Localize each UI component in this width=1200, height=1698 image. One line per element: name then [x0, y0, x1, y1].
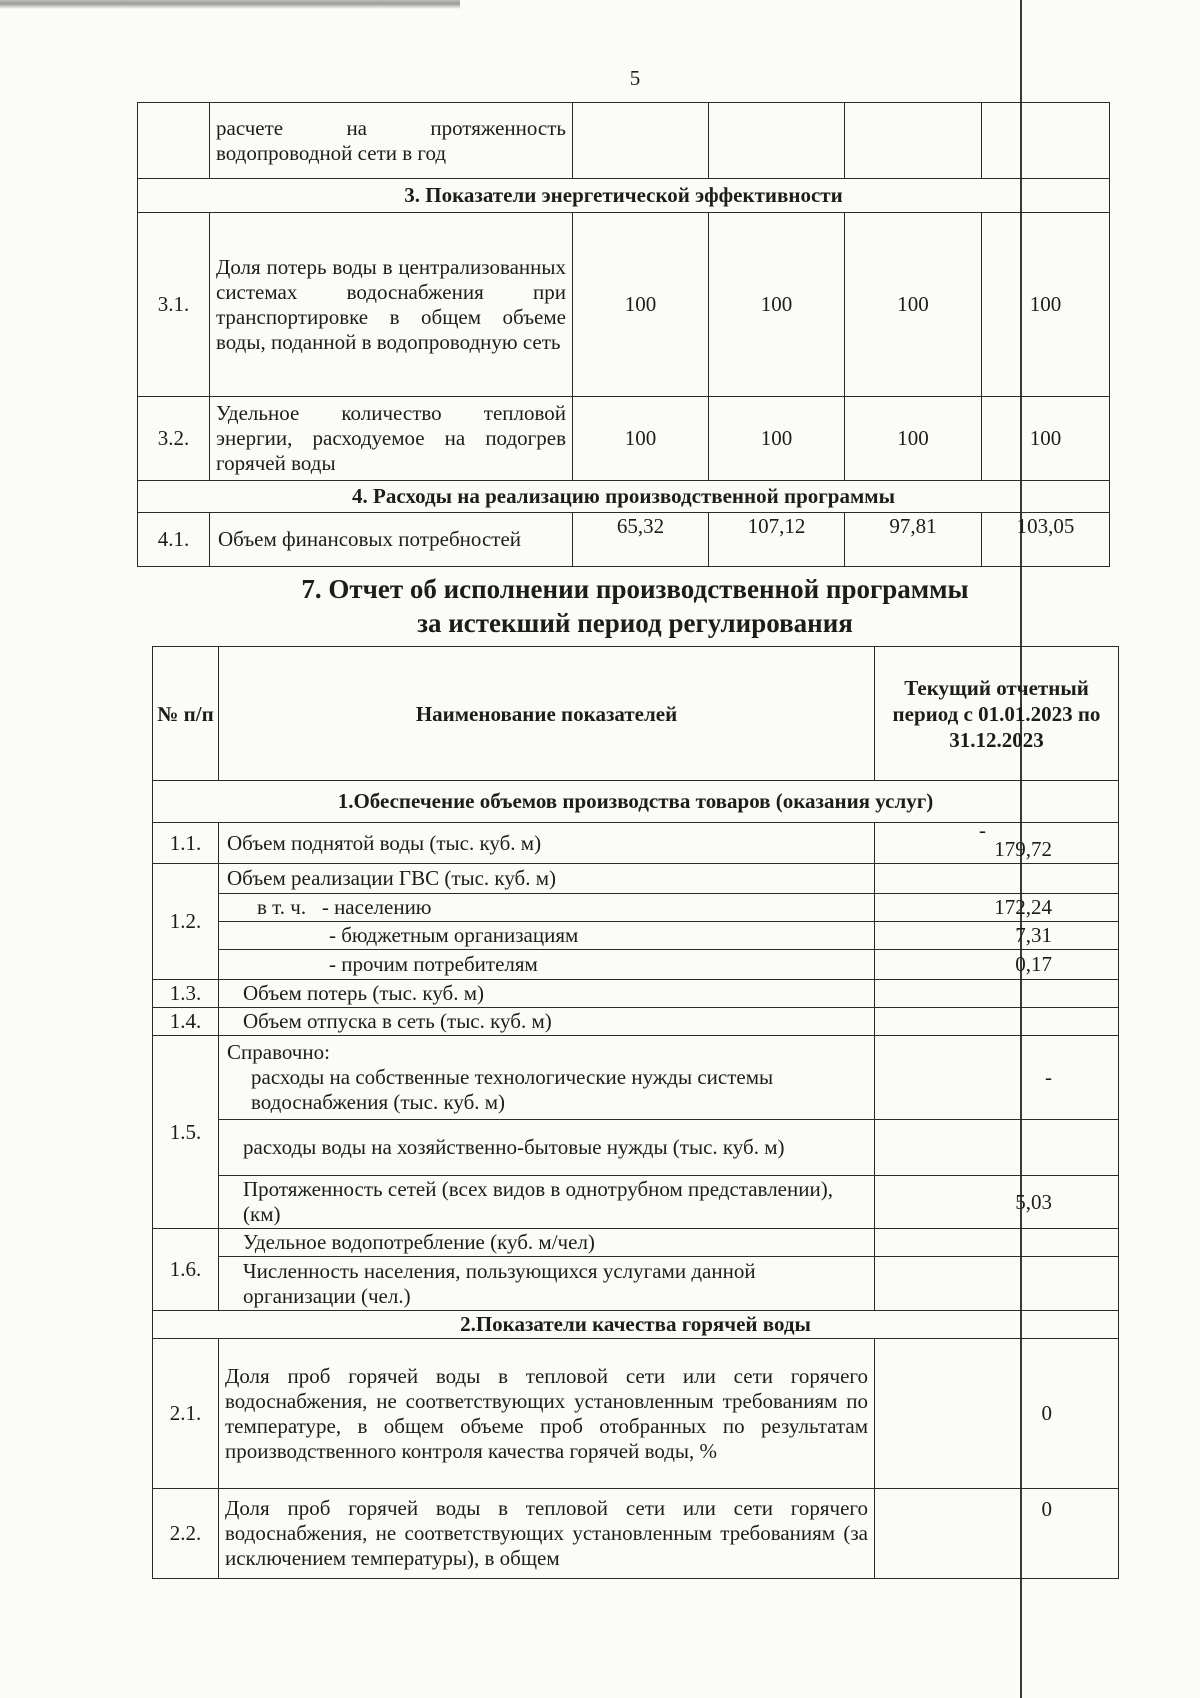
- row-subname: расходы на собственные технологические нужды системы водоснабжения (тыс. куб. м): [251, 1065, 774, 1114]
- row-name: Удельное количество тепловой энергии, расходуемое на подогрев горячей воды: [210, 397, 573, 481]
- cell-value: 100: [573, 397, 709, 481]
- cell-value: 100: [709, 397, 845, 481]
- cell-value: 0: [875, 1489, 1119, 1579]
- table-row: [153, 823, 1119, 864]
- table-row: [153, 950, 1119, 980]
- row-subname: расходы воды на хозяйственно-бытовые нужды (тыс. куб. м): [219, 1120, 875, 1176]
- section-row: [138, 179, 1110, 213]
- cell-value: 100: [982, 213, 1110, 397]
- heading-line: 7. Отчет об исполнении производственной программы: [301, 574, 969, 604]
- cell-value: [875, 818, 1119, 864]
- col-header-number: № п/п: [153, 647, 219, 781]
- report-table: [152, 646, 1119, 1579]
- table-row: [138, 397, 1110, 481]
- row-number: 2.2.: [153, 1489, 219, 1579]
- table-row: [153, 1257, 1119, 1311]
- heading-line: за истекший период регулирования: [417, 608, 853, 638]
- col-header-period: Текущий отчетный период с 01.01.2023 по 31.12.2023: [875, 647, 1119, 781]
- scan-edge: [0, 0, 460, 9]
- row-name: Объем отпуска в сеть (тыс. куб. м): [219, 1008, 875, 1036]
- cell-value: 172,24: [875, 894, 1119, 922]
- col-header-name: Наименование показателей: [219, 647, 875, 781]
- row-subname: - прочим потребителям: [219, 950, 875, 980]
- cell-value: 100: [845, 397, 982, 481]
- row-name: Объем поднятой воды (тыс. куб. м): [219, 823, 875, 864]
- table-row: [153, 1339, 1119, 1489]
- dash-mark: -: [979, 818, 986, 842]
- cell-value: 107,12: [709, 513, 845, 567]
- cell-value: -: [875, 1036, 1119, 1120]
- row-subname: Протяженность сетей (всех видов в однотрубном представлении), (км): [219, 1176, 875, 1229]
- row-subname: Удельное водопотребление (куб. м/чел): [219, 1229, 875, 1257]
- section-title: 2.Показатели качества горячей воды: [153, 1311, 1119, 1339]
- cell-value: 97,81: [845, 513, 982, 567]
- row-number: 4.1.: [138, 513, 210, 567]
- row-subname: Численность населения, пользующихся услугами данной организации (чел.): [219, 1257, 875, 1311]
- cell-value: 7,31: [875, 922, 1119, 950]
- table-row: [153, 1120, 1119, 1176]
- row-subname: - бюджетным организациям: [219, 922, 875, 950]
- table-row: [153, 1036, 1119, 1120]
- row-number: 1.3.: [153, 980, 219, 1008]
- cell-value: 100: [709, 213, 845, 397]
- row-number: 3.2.: [138, 397, 210, 481]
- value-text: 179,72: [994, 837, 1052, 861]
- row-name: Объем потерь (тыс. куб. м): [219, 980, 875, 1008]
- cell-value: 65,32: [573, 513, 709, 567]
- indicators-table: [137, 102, 1110, 567]
- table-row: [153, 1229, 1119, 1257]
- section-title: 4. Расходы на реализацию производственной программы: [138, 481, 1110, 513]
- row-name: расчете на протяженность водопроводной сети в год: [210, 103, 573, 179]
- row-name: Объем финансовых потребностей: [210, 513, 573, 567]
- section-heading: [0, 572, 1200, 640]
- row-name: Доля проб горячей воды в тепловой сети или сети горячего водоснабжения, не соответствующих установленным требованиям по температуре, в общем объеме проб отобранных по результатам производственного контроля качества горячей воды, %: [219, 1339, 875, 1489]
- table-row: [138, 513, 1110, 567]
- cell-value: 5,03: [875, 1176, 1119, 1229]
- cell-value: 100: [982, 397, 1110, 481]
- row-number: 1.6.: [153, 1229, 219, 1311]
- cell-value: 100: [845, 213, 982, 397]
- table-row: [138, 213, 1110, 397]
- reference-label: Справочно:: [227, 1040, 330, 1064]
- table-row: [153, 1489, 1119, 1579]
- row-number: 1.5.: [153, 1036, 219, 1229]
- cell-value: 103,05: [982, 513, 1110, 567]
- cell-value: 100: [573, 213, 709, 397]
- cell-value: 0,17: [875, 950, 1119, 980]
- row-name: Доля потерь воды в централизованных системах водоснабжения при транспортировке в общем объеме воды, поданной в водопроводную сеть: [210, 213, 573, 397]
- table-row: [138, 103, 1110, 179]
- row-number: 3.1.: [138, 213, 210, 397]
- table-row: [153, 894, 1119, 922]
- table-row: [153, 1176, 1119, 1229]
- table-row: [153, 864, 1119, 894]
- cell-value: 0: [875, 1339, 1119, 1489]
- table-row: [153, 980, 1119, 1008]
- section-title: 1.Обеспечение объемов производства товаров (оказания услуг): [153, 781, 1119, 823]
- sub-prefix: в т. ч.: [257, 895, 307, 919]
- page-number: 5: [629, 66, 641, 90]
- section-row: [138, 481, 1110, 513]
- section-row: [153, 781, 1119, 823]
- row-name: [219, 1036, 875, 1120]
- header-row: [153, 647, 1119, 781]
- sub-label: - населению: [321, 895, 432, 919]
- row-name: Объем реализации ГВС (тыс. куб. м): [219, 864, 875, 894]
- row-number: 1.2.: [153, 864, 219, 980]
- section-title: 3. Показатели энергетической эффективности: [138, 179, 1110, 213]
- row-number: 1.1.: [153, 823, 219, 864]
- row-subname: [219, 894, 875, 922]
- table-row: [153, 1008, 1119, 1036]
- table-row: [153, 922, 1119, 950]
- section-row: [153, 1311, 1119, 1339]
- row-number: 1.4.: [153, 1008, 219, 1036]
- row-name: Доля проб горячей воды в тепловой сети или сети горячего водоснабжения, не соответствующих установленным требованиям (за исключением температуры), в общем: [219, 1489, 875, 1579]
- cell-value: [875, 864, 1119, 894]
- row-number: 2.1.: [153, 1339, 219, 1489]
